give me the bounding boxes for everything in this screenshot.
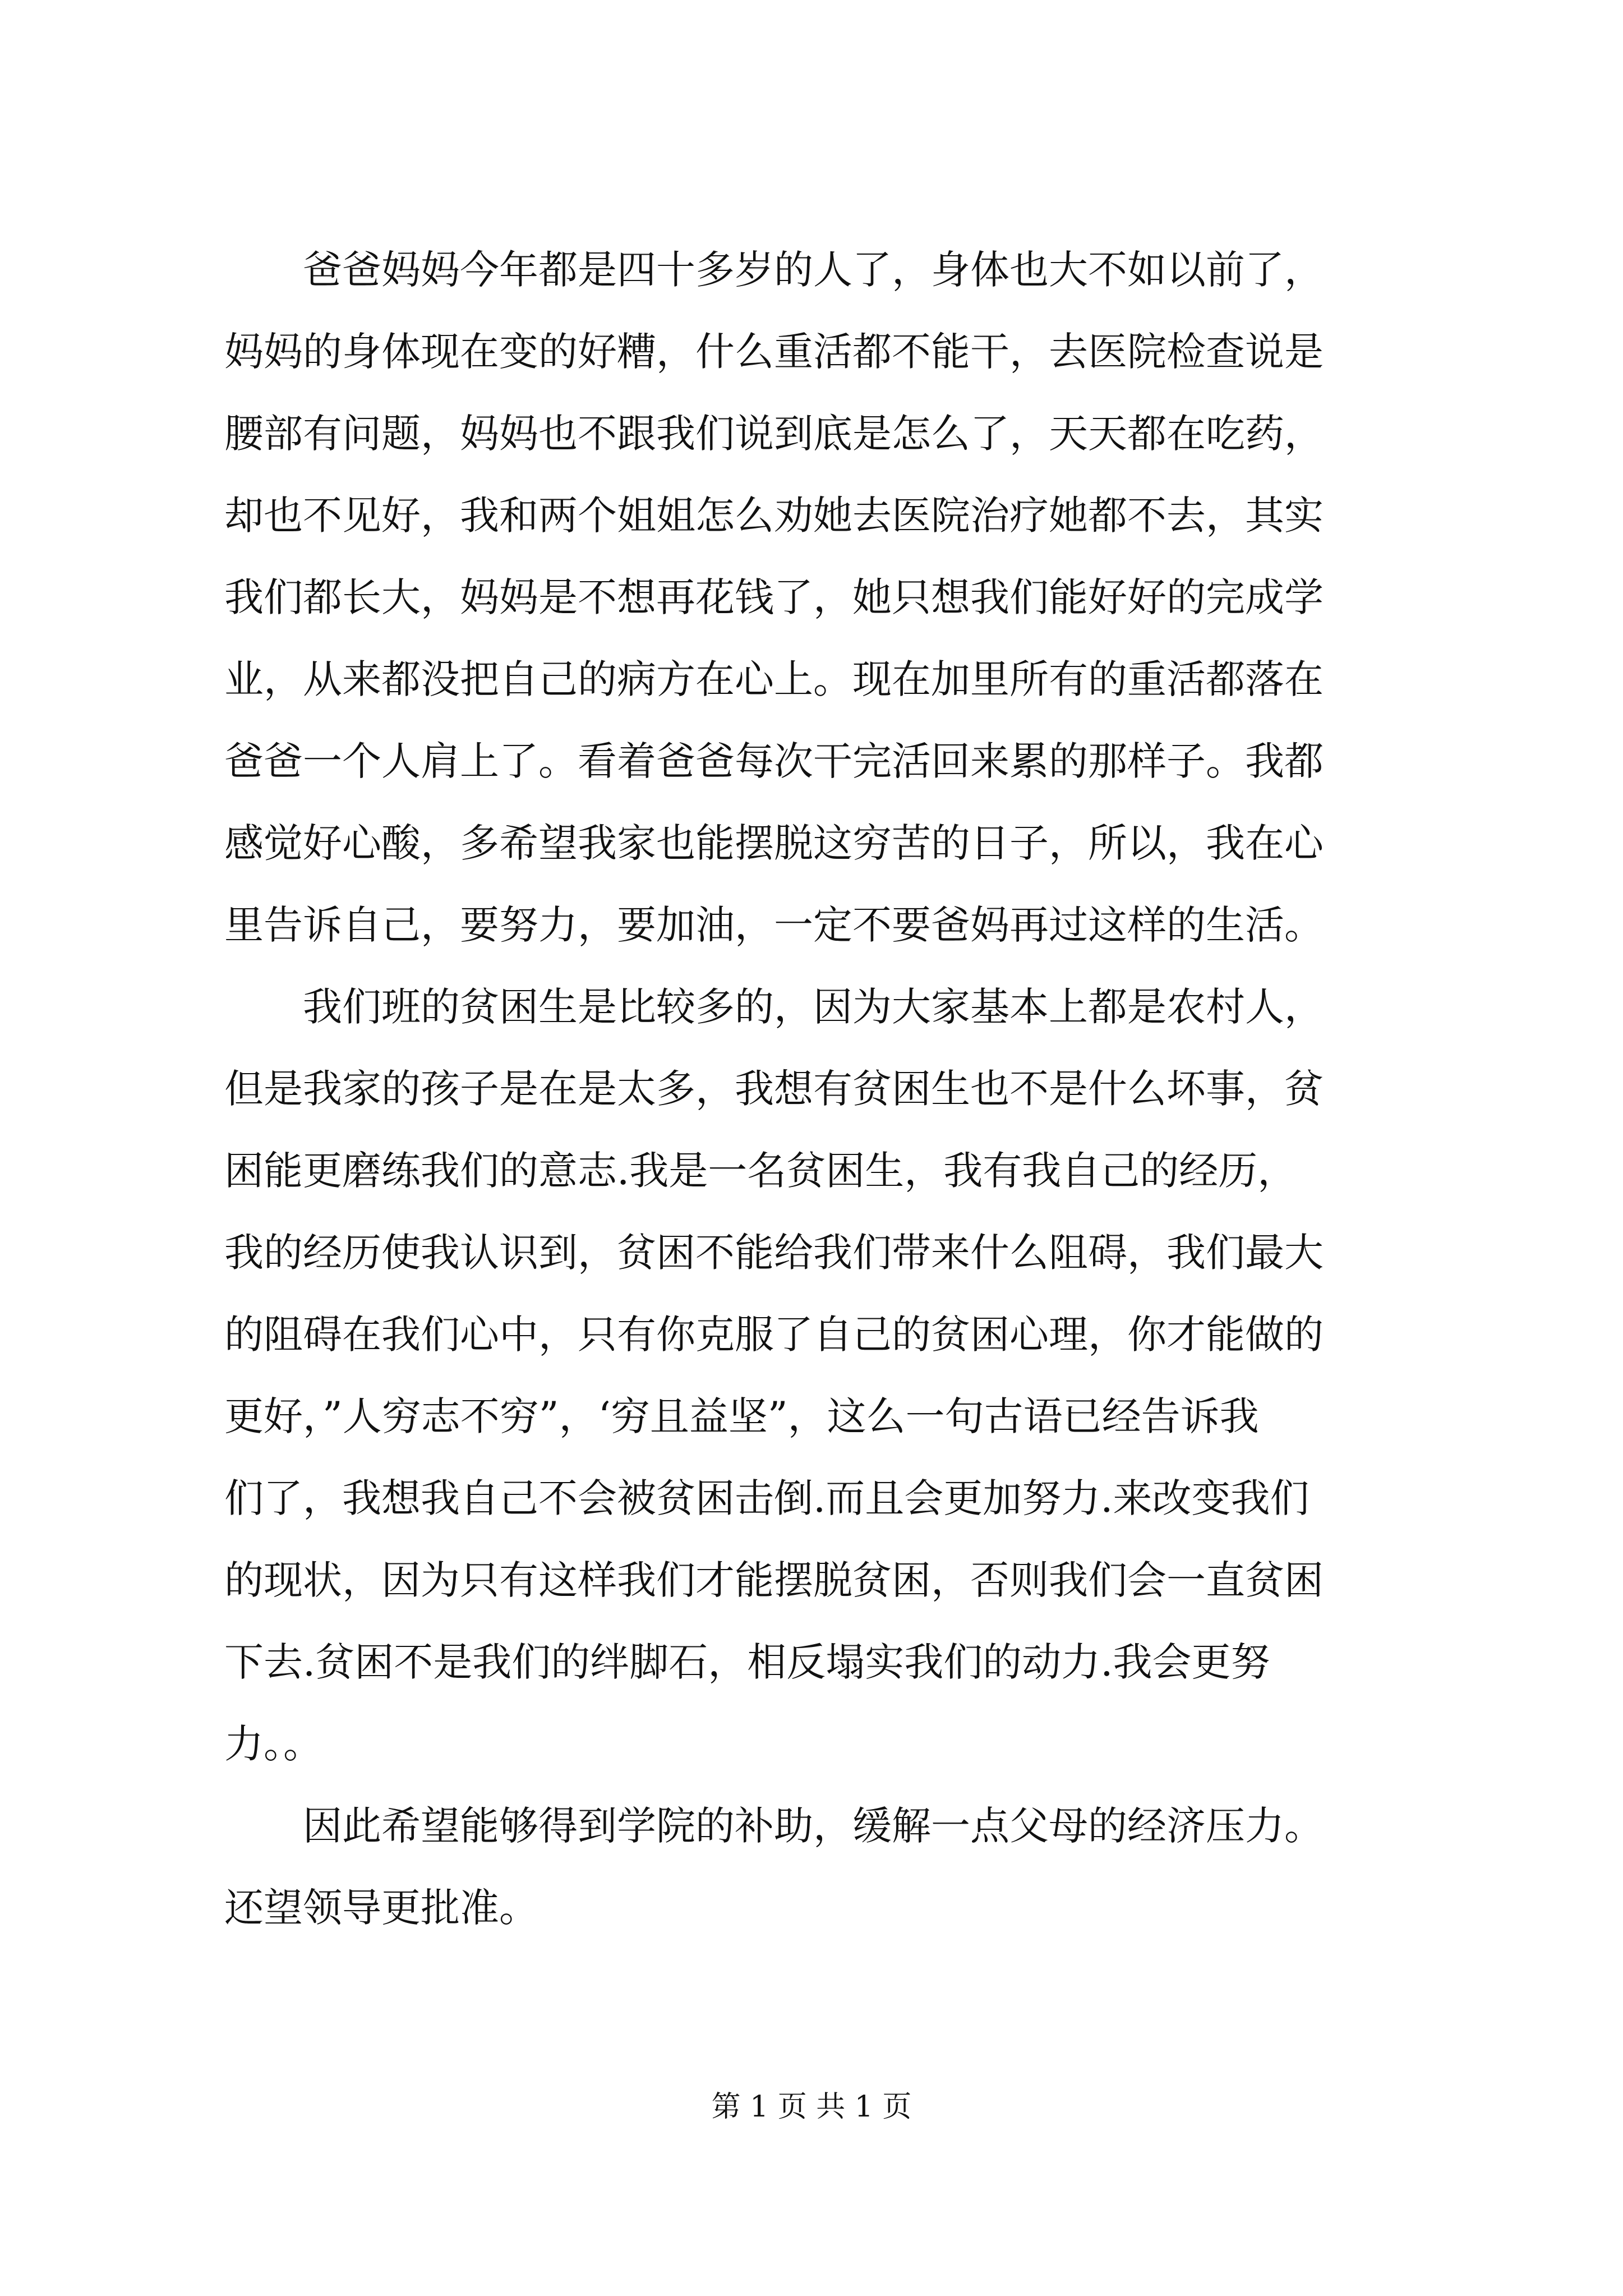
text-line: 妈妈的身体现在变的好糟，什么重活都不能干，去医院检查说是	[224, 329, 1324, 375]
text-line: 却也不见好，我和两个姐姐怎么劝她去医院治疗她都不去，其实	[224, 493, 1324, 539]
text-line: 们了，我想我自己不会被贫困击倒.而且会更加努力.来改变我们	[224, 1475, 1310, 1521]
text-line: 的现状，因为只有这样我们才能摆脱贫困，否则我们会一直贫困	[224, 1557, 1324, 1603]
text-line: 里告诉自己，要努力，要加油，一定不要爸妈再过这样的生活。	[224, 902, 1324, 948]
body-text	[224, 229, 1424, 1949]
text-line: 业，从来都没把自己的病方在心上。现在加里所有的重活都落在	[224, 656, 1324, 702]
text-line: 感觉好心酸，多希望我家也能摆脱这穷苦的日子，所以，我在心	[224, 820, 1324, 866]
text-line: 的阻碍在我们心中，只有你克服了自己的贫困心理，你才能做的	[224, 1312, 1324, 1358]
page-footer: 第 1 页 共 1 页	[711, 2090, 912, 2124]
text-line: 困能更磨练我们的意志.我是一名贫困生，我有我自己的经历，	[224, 1148, 1297, 1194]
text-line: 我们班的贫困生是比较多的，因为大家基本上都是农村人，	[303, 984, 1324, 1030]
text-line: 腰部有问题，妈妈也不跟我们说到底是怎么了，天天都在吃药，	[224, 411, 1324, 457]
text-line: 更好，”人穷志不穷”，‘穷且益坚”，这么一句古语已经告诉我	[224, 1393, 1259, 1439]
text-line: 因此希望能够得到学院的补助，缓解一点父母的经济压力。	[303, 1803, 1324, 1849]
text-line: 但是我家的孩子是在是太多，我想有贫困生也不是什么坏事，贫	[224, 1066, 1324, 1112]
text-line: 还望领导更批准。	[224, 1885, 538, 1931]
text-line: 力。。	[224, 1721, 322, 1767]
text-line: 爸爸妈妈今年都是四十多岁的人了，身体也大不如以前了，	[303, 247, 1324, 293]
text-line: 下去.贫困不是我们的绊脚石，相反塌实我们的动力.我会更努	[224, 1639, 1270, 1685]
text-line: 我们都长大，妈妈是不想再花钱了，她只想我们能好好的完成学	[224, 574, 1324, 620]
text-line: 爸爸一个人肩上了。看着爸爸每次干完活回来累的那样子。我都	[224, 738, 1324, 784]
text-line: 我的经历使我认识到，贫困不能给我们带来什么阻碍，我们最大	[224, 1230, 1324, 1276]
